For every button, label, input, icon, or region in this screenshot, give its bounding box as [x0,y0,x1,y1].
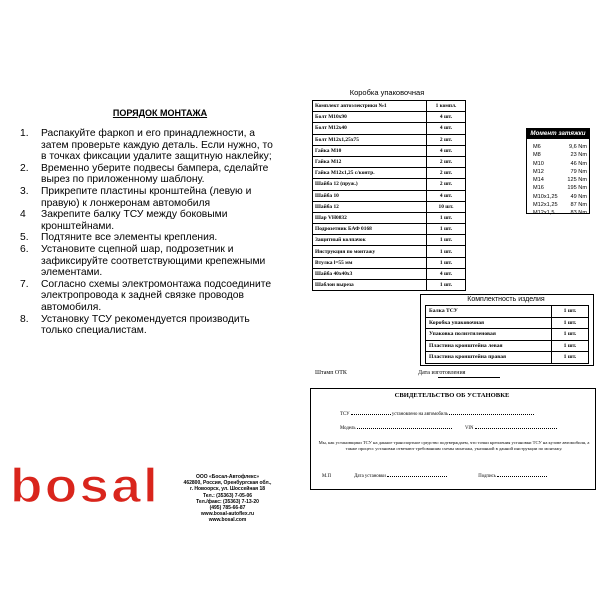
step-text: Установку ТСУ рекомендуется производить только специалистам. [41,313,250,337]
procedure-step [20,209,280,232]
bolt-size: M16 [533,185,544,192]
qty-cell: 1 шт. [427,246,466,257]
step-text: Прикрепите пластины кронштейна (левую и правую) к лонжеронам автомобиля [41,185,252,209]
torque-title: Момент затяжки [527,129,589,139]
item-cell: Инструкция по монтажу [313,246,427,257]
torque-value: 87 Nm [570,202,587,209]
vin-label: VIN [464,426,474,431]
tsu-label: ТСУ [340,412,350,417]
qty-cell: 1 шт. [552,352,589,364]
vin-field[interactable] [475,424,557,429]
step-number: 7. [20,278,29,290]
item-cell: Болт М12х1,25х75 [313,134,427,145]
item-cell: Пластина кронштейна правая [426,352,552,364]
table-row [313,112,466,123]
table-row [426,352,589,364]
torque-value: 83 Nm [570,210,587,217]
bolt-size: M8 [533,152,541,159]
torque-row [533,143,587,151]
torque-value: 23 Nm [570,152,587,159]
item-cell: Гайка М12х1,25 с/контр. [313,168,427,179]
model-line [340,424,557,431]
step-text: Подтяните все элементы крепления. [41,232,218,244]
item-cell: Болт М10х90 [313,112,427,123]
completeness-table [425,305,589,364]
item-cell: Гайка М10 [313,145,427,156]
qty-cell: 4 шт. [427,190,466,201]
torque-value: 46 Nm [570,160,587,167]
item-cell: Шайба 12 (пруж.) [313,179,427,190]
item-cell: Упаковка полиэтиленовая [426,329,552,341]
step-text: Временно уберите подвесы бампера, сделайте вырез по приложенному шаблону. [41,162,269,186]
procedure-step [20,244,280,279]
table-row [313,257,466,268]
torque-value: 49 Nm [570,193,587,200]
procedure-step [20,186,280,209]
table-row [313,101,466,112]
qty-cell: 1 шт. [427,212,466,223]
item-cell: Болт М12х40 [313,123,427,134]
step-text: Установите сцепной шар, подрозетник и зафиксируйте соответствующими крепежными элементами. [41,243,266,279]
qty-cell: 4 шт. [427,145,466,156]
table-row [426,306,589,318]
tsu-field[interactable] [351,410,391,415]
step-number: 6. [20,243,29,255]
torque-list [533,143,587,218]
qty-cell: 2 шт. [427,179,466,190]
procedure-step [20,279,280,314]
torque-value: 125 Nm [567,177,587,184]
table-row [426,329,589,341]
qty-cell: 1 шт. [427,235,466,246]
certificate-statement: Мы, как установщики ТСУ на данное транспортное средство подтверждаем, что точки крепления установки ТСУ на кузове автомобиля, а также процесс установки отвечают требованиям схемы монтажа, указанной в данной инструкции по монтажу. [318,440,590,451]
torque-row [533,209,587,217]
table-row [313,224,466,235]
table-row [313,179,466,190]
torque-box [526,128,590,217]
company-name: ООО «Босал-Автофлекс» [195,474,260,480]
company-website[interactable]: www.bosal-autoflex.ru [200,511,255,518]
item-cell: Балка ТСУ [426,306,552,318]
certificate-footer [322,472,547,479]
packing-box-table [312,100,466,291]
qty-cell: 1 шт. [552,340,589,352]
step-text: Распакуйте фаркоп и его принадлежности, а затем проверьте каждую деталь. Если нужно, то в точках фиксации удалите защитную наклейку; [41,128,273,163]
company-phone: Тел.: (35363) 7-05-06 [202,492,253,499]
qty-cell: 2 шт. [427,168,466,179]
install-date-field[interactable] [387,472,447,477]
tsu-line [340,410,534,417]
table-row [313,168,466,179]
packing-box-caption: Коробка упаковочная [349,88,425,97]
procedure-step [20,232,280,244]
table-row [313,145,466,156]
table-row [313,156,466,167]
item-cell: Коробка упаковочная [426,317,552,329]
torque-row [533,193,587,201]
procedure-title: ПОРЯДОК МОНТАЖА [112,108,208,118]
step-number: 5. [20,232,29,244]
item-cell: Шар VH0832 [313,212,427,223]
step-number: 8. [20,313,29,325]
company-website[interactable]: www.bosal.com [208,517,247,524]
company-info [155,474,300,524]
item-cell: Шайба 12 [313,201,427,212]
table-row [313,235,466,246]
signature-field[interactable] [497,472,547,477]
table-row [313,212,466,223]
date-line [438,377,500,378]
item-cell: Пластина кронштейна левая [426,340,552,352]
qty-cell: 4 шт. [427,123,466,134]
table-row [313,190,466,201]
qty-cell: 4 шт. [427,268,466,279]
step-text: Закрепите балку ТСУ между боковыми кронштейнами. [41,209,228,232]
item-cell: Шаблон выреза [313,280,427,291]
procedure-step [20,128,280,163]
bolt-size: M10 [533,160,544,167]
bolt-size: M6 [533,144,541,150]
installed-on-label: установлено на автомобиль [391,412,449,417]
signature-label: Подпись [478,474,496,479]
item-cell: Втулка l=55 мм [313,257,427,268]
qty-cell: 2 шт. [427,134,466,145]
car-field[interactable] [449,410,534,415]
procedure-step [20,163,280,186]
bolt-size: M12x1,5 [533,210,555,217]
qty-cell: 1 шт. [552,329,589,341]
company-address: г. Новоорск, ул. Шоссейная 18 [189,486,266,493]
qty-cell: 1 шт. [427,280,466,291]
company-fax: Тел./факс: (35363) 7-13-20 [196,498,259,505]
item-cell: Шайба 10 [313,190,427,201]
item-cell: Гайка М12 [313,156,427,167]
qty-cell: 1 шт. [427,257,466,268]
torque-row [533,201,587,209]
torque-row [533,160,587,168]
torque-value: 79 Nm [570,168,587,175]
model-field[interactable] [357,424,452,429]
install-date-label: Дата установки [354,474,386,479]
qty-cell: 1 шт. [427,224,466,235]
bolt-size: M12 [533,168,544,175]
bolt-size: M10x1,25 [533,193,558,200]
company-phone: (495) 785-66-87 [209,505,246,512]
procedure-steps [20,128,280,337]
completeness-caption: Комплектность изделия [467,296,545,303]
step-number: 4 [20,209,26,221]
torque-row [533,176,587,184]
item-cell: Комплект автоэлектрики №1 [313,101,427,112]
qty-cell: 2 шт. [427,156,466,167]
table-row [313,246,466,257]
item-cell: Подрозетник БАФ 0168 [313,224,427,235]
logo-wordmark: bosal [10,462,161,510]
qty-cell: 1 компл. [427,101,466,112]
step-number: 3. [20,185,29,197]
step-number: 1. [20,128,29,139]
torque-row [533,168,587,176]
qty-cell: 1 шт. [552,306,589,318]
table-row [426,340,589,352]
torque-value: 195 Nm [567,185,587,192]
torque-value: 9,6 Nm [568,144,587,150]
step-number: 2. [20,162,29,174]
table-row [313,201,466,212]
qty-cell: 1 шт. [552,317,589,329]
torque-row [533,184,587,192]
mp-label: М.П [322,474,331,479]
table-row [313,123,466,134]
qty-cell: 4 шт. [427,112,466,123]
bolt-size: M14 [533,177,544,184]
step-text: Согласно схемы электромонтажа подсоедините электропровода к задней связке проводов автомобиля. [41,278,272,313]
table-row [313,268,466,279]
qty-cell: 10 шт. [427,201,466,212]
torque-row [533,151,587,159]
company-address: 462800, Россия, Оренбургская обл., [183,480,272,487]
otk-stamp-label: Штамп ОТК [315,370,347,376]
procedure-step [20,314,280,337]
table-row [426,317,589,329]
table-row [313,280,466,291]
bolt-size: M12x1,25 [533,202,558,209]
model-label: Модель [340,426,356,431]
item-cell: Шайба 40х40х3 [313,268,427,279]
bosal-logo [10,462,165,510]
certificate-title: СВИДЕТЕЛЬСТВО ОБ УСТАНОВКЕ [394,392,510,399]
manufacture-date-label: Дата изготовления [418,370,466,376]
table-row [313,134,466,145]
item-cell: Защитный колпачок [313,235,427,246]
